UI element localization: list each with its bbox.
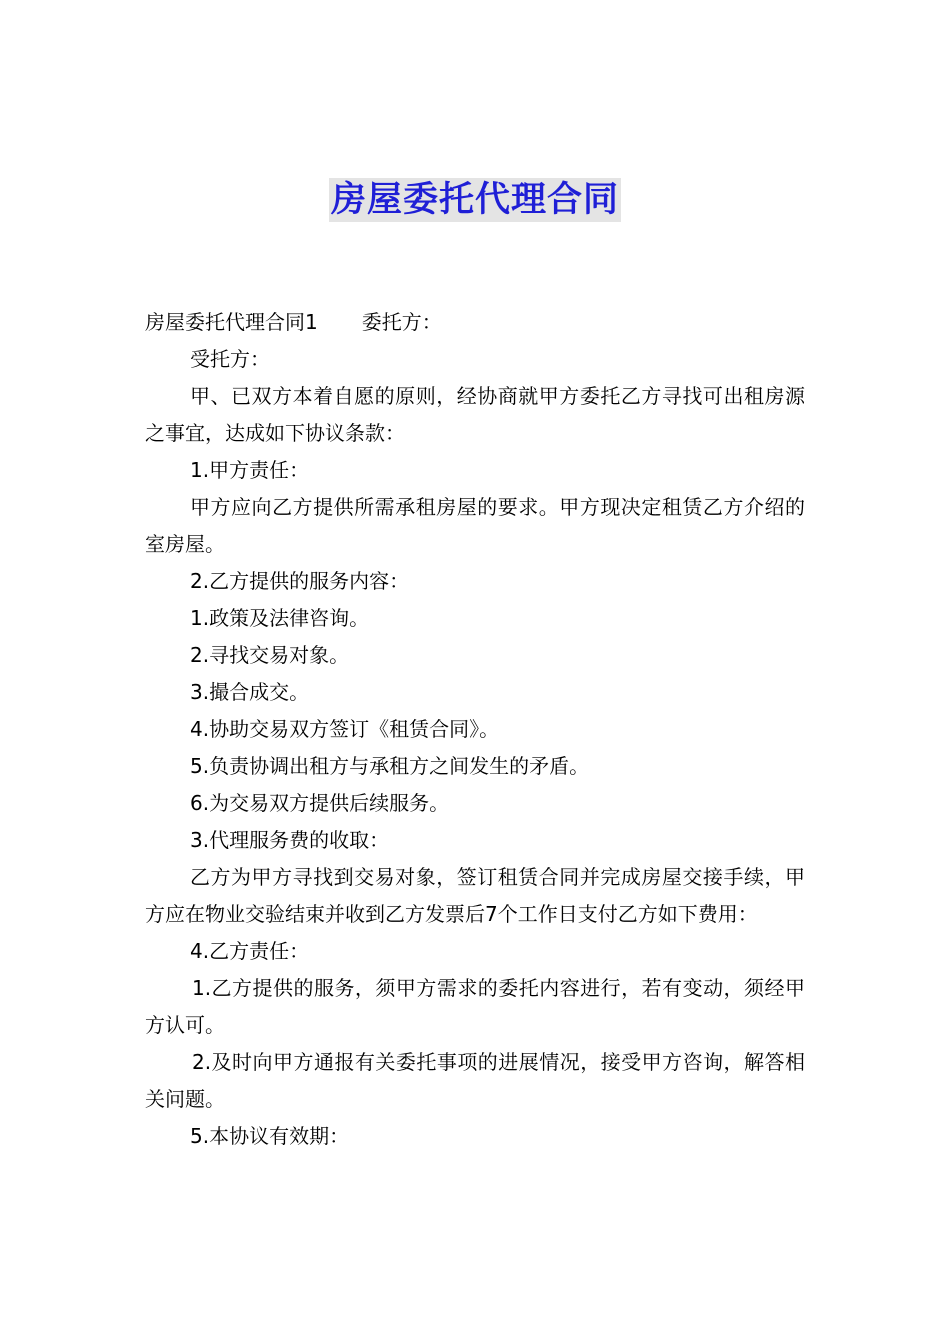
- list-item: 2.及时向甲方通报有关委托事项的进展情况，接受甲方咨询，解答相关问题。: [145, 1050, 805, 1111]
- paragraph-section-5: 5.本协议有效期：: [190, 1124, 350, 1148]
- paragraph-party-a-duty: 甲方应向乙方提供所需承租房屋的要求。甲方现决定租赁乙方介绍的室房屋。: [145, 495, 805, 556]
- contract-heading-line: [145, 304, 805, 341]
- document-body: [145, 304, 805, 1155]
- paragraph-section-1: 1.甲方责任：: [190, 458, 310, 482]
- paragraph-section-3: 3.代理服务费的收取：: [190, 828, 390, 852]
- client-label: 委托方：: [361, 310, 442, 334]
- paragraph-section-4: 4.乙方责任：: [190, 939, 310, 963]
- paragraph-intro: 甲、已双方本着自愿的原则，经协商就甲方委托乙方寻找可出租房源之事宜，达成如下协议条款：: [145, 384, 805, 445]
- list-item: 6.为交易双方提供后续服务。: [190, 791, 450, 815]
- document-title: 房屋委托代理合同: [330, 180, 619, 220]
- list-item: 1.政策及法律咨询。: [190, 606, 370, 630]
- list-item: 5.负责协调出租方与承租方之间发生的矛盾。: [190, 754, 590, 778]
- paragraph-fee: 乙方为甲方寻找到交易对象，签订租赁合同并完成房屋交接手续，甲方应在物业交验结束并收到乙方发票后7个工作日支付乙方如下费用：: [145, 865, 805, 926]
- list-item: 4.协助交易双方签订《租赁合同》。: [190, 717, 500, 741]
- contract-heading: 房屋委托代理合同1: [145, 310, 318, 334]
- title-container: [0, 178, 950, 222]
- list-item: 2.寻找交易对象。: [190, 643, 350, 667]
- paragraph-section-2: 2.乙方提供的服务内容：: [190, 569, 410, 593]
- paragraph-trustee: 受托方：: [190, 347, 270, 371]
- list-item: 1.乙方提供的服务，须甲方需求的委托内容进行，若有变动，须经甲方认可。: [145, 976, 805, 1037]
- list-item: 3.撮合成交。: [190, 680, 310, 704]
